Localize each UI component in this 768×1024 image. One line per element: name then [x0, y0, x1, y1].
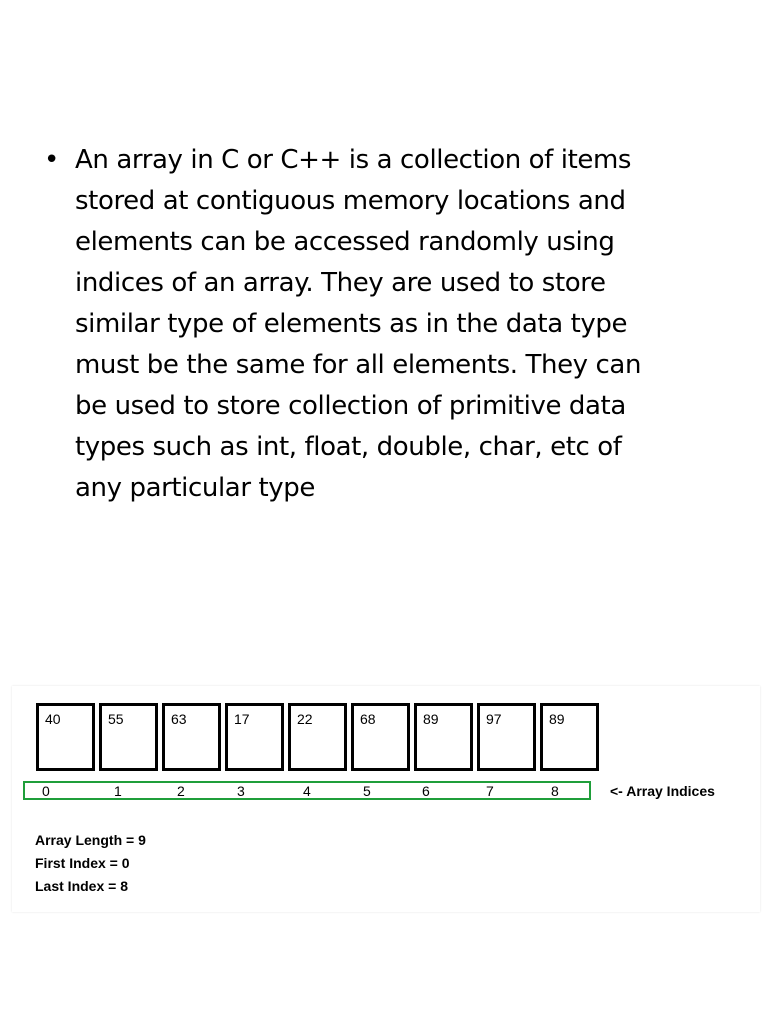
cell-value: 22: [297, 711, 313, 727]
array-cell: [36, 703, 95, 771]
cell-value: 68: [360, 711, 376, 727]
index-label: 2: [177, 783, 185, 799]
cell-value: 89: [549, 711, 565, 727]
text-line: elements can be accessed randomly using: [75, 227, 615, 257]
array-diagram: [12, 686, 760, 912]
index-label: 4: [303, 783, 311, 799]
array-stats: [35, 829, 146, 898]
cell-value: 55: [108, 711, 124, 727]
index-label: 3: [237, 783, 245, 799]
array-length: Array Length = 9: [35, 832, 146, 848]
array-cell: [99, 703, 158, 771]
index-label: 5: [363, 783, 371, 799]
bullet-item: [44, 140, 724, 509]
index-label: 8: [551, 783, 559, 799]
text-line: any particular type: [75, 473, 315, 503]
text-line: must be the same for all elements. They can: [75, 350, 642, 380]
text-line: An array in C or C++ is a collection of items: [75, 145, 632, 175]
text-line: indices of an array. They are used to store: [75, 268, 606, 298]
index-label: 6: [422, 783, 430, 799]
text-line: be used to store collection of primitive data: [75, 391, 626, 421]
array-cell: [540, 703, 599, 771]
array-cells: [36, 703, 599, 775]
last-index: Last Index = 8: [35, 878, 128, 894]
text-line: stored at contiguous memory locations and: [75, 186, 626, 216]
index-label: 0: [42, 783, 50, 799]
array-cell: [162, 703, 221, 771]
first-index: First Index = 0: [35, 855, 130, 871]
bullet-dot: •: [44, 145, 60, 175]
array-cell: [477, 703, 536, 771]
index-row: [23, 781, 591, 800]
array-cell: [225, 703, 284, 771]
index-label: 7: [486, 783, 494, 799]
array-cell: [351, 703, 410, 771]
cell-value: 97: [486, 711, 502, 727]
indices-caption: <- Array Indices: [610, 783, 715, 799]
array-cell: [288, 703, 347, 771]
cell-value: 63: [171, 711, 187, 727]
cell-value: 89: [423, 711, 439, 727]
text-line: types such as int, float, double, char, etc of: [75, 432, 622, 462]
cell-value: 17: [234, 711, 250, 727]
cell-value: 40: [45, 711, 61, 727]
index-label: 1: [114, 783, 122, 799]
bullet-list: [44, 140, 724, 509]
array-cell: [414, 703, 473, 771]
text-line: similar type of elements as in the data type: [75, 309, 628, 339]
bullet-paragraph: [75, 140, 641, 509]
